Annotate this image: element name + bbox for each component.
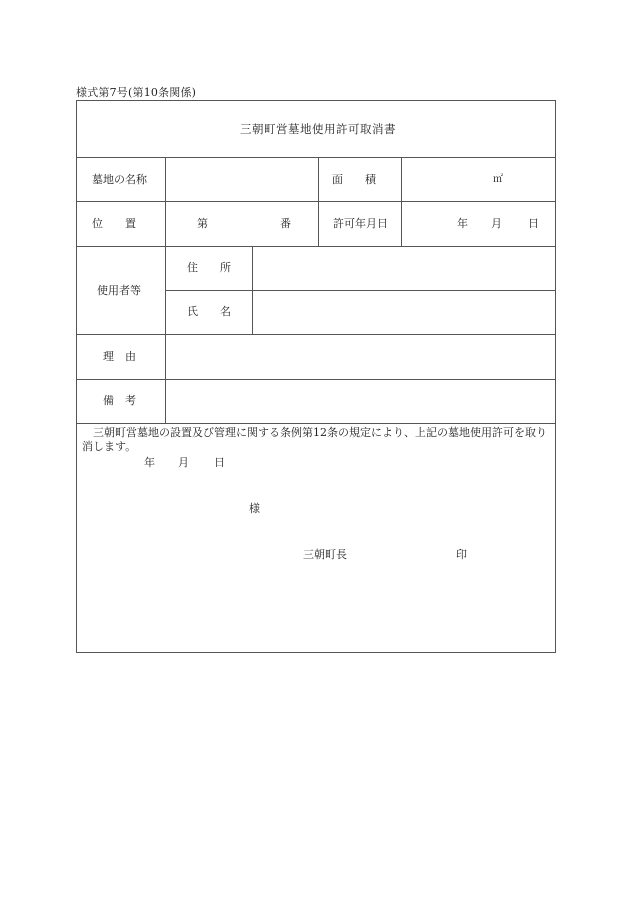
row-divider bbox=[165, 290, 555, 291]
col-divider bbox=[318, 157, 319, 246]
notice-month: 月 bbox=[178, 456, 189, 469]
issuer-name: 三朝町長 bbox=[303, 548, 347, 561]
col-divider bbox=[401, 157, 402, 246]
cancellation-form bbox=[76, 100, 556, 653]
notice-body: 三朝町営墓地の設置及び管理に関する条例第12条の規定により、上記の墓地使用許可を取り消します。 bbox=[82, 426, 547, 453]
row-divider bbox=[77, 379, 555, 380]
location-ban: 番 bbox=[280, 217, 291, 230]
permit-day: 日 bbox=[528, 217, 539, 230]
row-divider bbox=[77, 157, 555, 158]
reason-label: 理 由 bbox=[103, 350, 136, 363]
seal-mark: 印 bbox=[456, 548, 467, 561]
permit-date-label: 許可年月日 bbox=[333, 217, 388, 230]
remarks-label: 備 考 bbox=[103, 394, 136, 407]
location-dai: 第 bbox=[197, 217, 208, 230]
row-divider bbox=[77, 246, 555, 247]
col-divider bbox=[165, 157, 166, 423]
user-label: 使用者等 bbox=[97, 284, 141, 297]
notice-day: 日 bbox=[214, 456, 225, 469]
address-label: 住 所 bbox=[187, 261, 231, 274]
cemetery-name-label: 墓地の名称 bbox=[92, 173, 147, 186]
form-number: 様式第7号(第10条関係) bbox=[76, 86, 197, 99]
area-label: 面 積 bbox=[332, 173, 376, 186]
row-divider bbox=[77, 423, 555, 424]
permit-month: 月 bbox=[491, 217, 502, 230]
row-divider bbox=[77, 334, 555, 335]
permit-year: 年 bbox=[457, 217, 468, 230]
area-unit: ㎡ bbox=[493, 174, 503, 185]
location-label: 位 置 bbox=[92, 217, 136, 230]
name-label: 氏 名 bbox=[187, 305, 231, 318]
addressee-suffix: 様 bbox=[249, 502, 260, 515]
form-title: 三朝町営墓地使用許可取消書 bbox=[240, 122, 396, 136]
col-divider bbox=[252, 246, 253, 334]
notice-year: 年 bbox=[144, 456, 155, 469]
row-divider bbox=[77, 201, 555, 202]
